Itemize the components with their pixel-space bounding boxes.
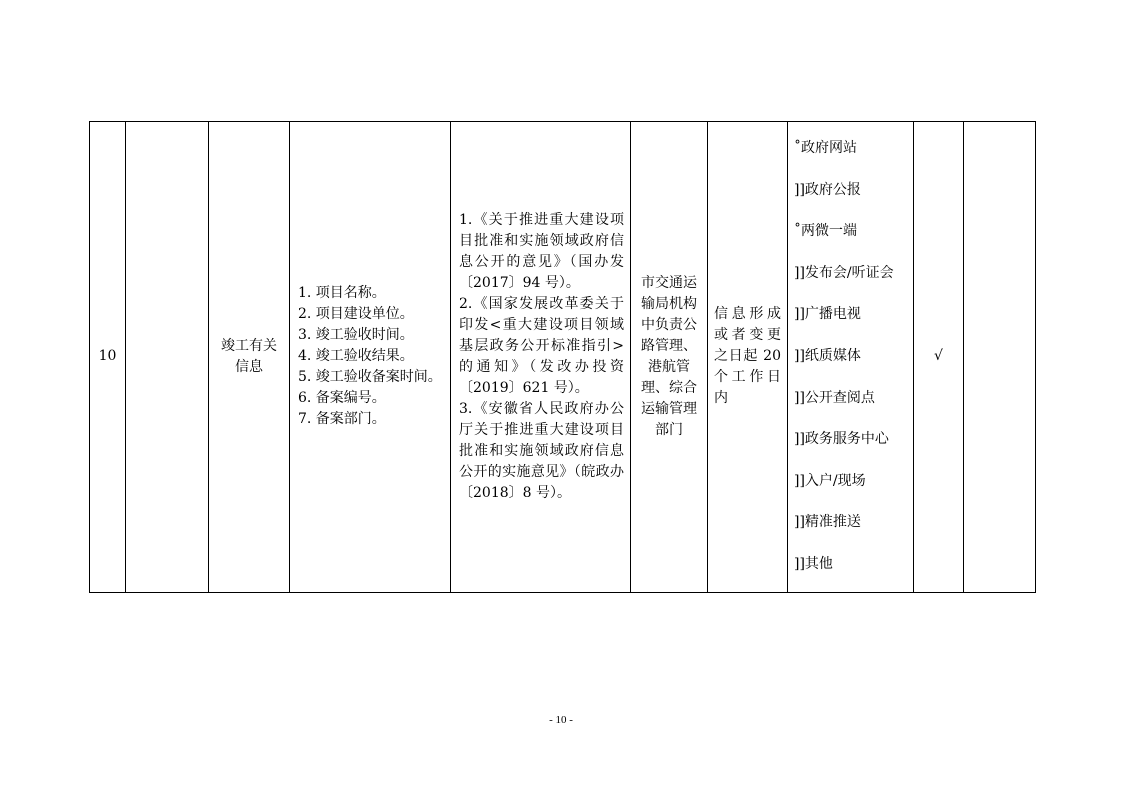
channel-item: ˚政府网站 [794, 140, 857, 156]
subject-cell: 市交通运输局机构中负责公路管理、港航管理、综合运输管理部门 [631, 122, 708, 593]
timeframe-cell: 信息形成或者变更之日起 20 个工作日内 [708, 122, 788, 593]
content-item: 5. 竣工验收备案时间。 [298, 369, 442, 386]
channels-cell [788, 122, 914, 593]
basis-item: 3.《安徽省人民政府办公厅关于推进重大建设项目批准和实施领域政府信息公开的实施意见》（皖政办〔2018〕8 号）。 [459, 400, 624, 501]
channel-item: ]]入户/现场 [794, 472, 866, 489]
channel-item: ]]政府公报 [794, 181, 861, 198]
content-item: 1. 项目名称。 [298, 285, 386, 302]
disclosure-table [89, 121, 1036, 593]
empty-cell-10 [964, 122, 1036, 593]
channel-item: ˚两微一端 [794, 223, 857, 240]
channel-item: ]]广播电视 [794, 306, 861, 323]
table-row [90, 122, 1036, 593]
channel-item: ]]政务服务中心 [794, 431, 889, 448]
page-number: - 10 - [549, 714, 573, 726]
content-item: 3. 竣工验收时间。 [298, 327, 414, 344]
basis-item: 1.《关于推进重大建设项目批准和实施领域政府信息公开的意见》（国办发〔2017〕94 号）。 [459, 211, 624, 291]
empty-cell-2 [126, 122, 209, 593]
channel-item: ]]精准推送 [794, 514, 861, 531]
channel-item: ]]公开查阅点 [794, 389, 875, 406]
channel-item: ]]其他 [794, 555, 833, 572]
content-item: 4. 竣工验收结果。 [298, 348, 414, 365]
content-item: 6. 备案编号。 [298, 390, 386, 407]
basis-item: 2.《国家发展改革委关于印发<重大建设项目领域基层政务公开标准指引>的通知》（发改办投资〔2019〕621 号）。 [459, 295, 624, 396]
basis-cell [451, 122, 631, 593]
check-mark-cell: √ [914, 122, 964, 593]
content-cell [290, 122, 451, 593]
category-cell: 竣工有关信息 [209, 122, 290, 593]
content-item: 2. 项目建设单位。 [298, 306, 414, 323]
row-index-cell: 10 [90, 122, 126, 593]
content-item: 7. 备案部门。 [298, 411, 386, 428]
channel-item: ]]发布会/听证会 [794, 264, 894, 281]
channel-item: ]]纸质媒体 [794, 347, 861, 364]
